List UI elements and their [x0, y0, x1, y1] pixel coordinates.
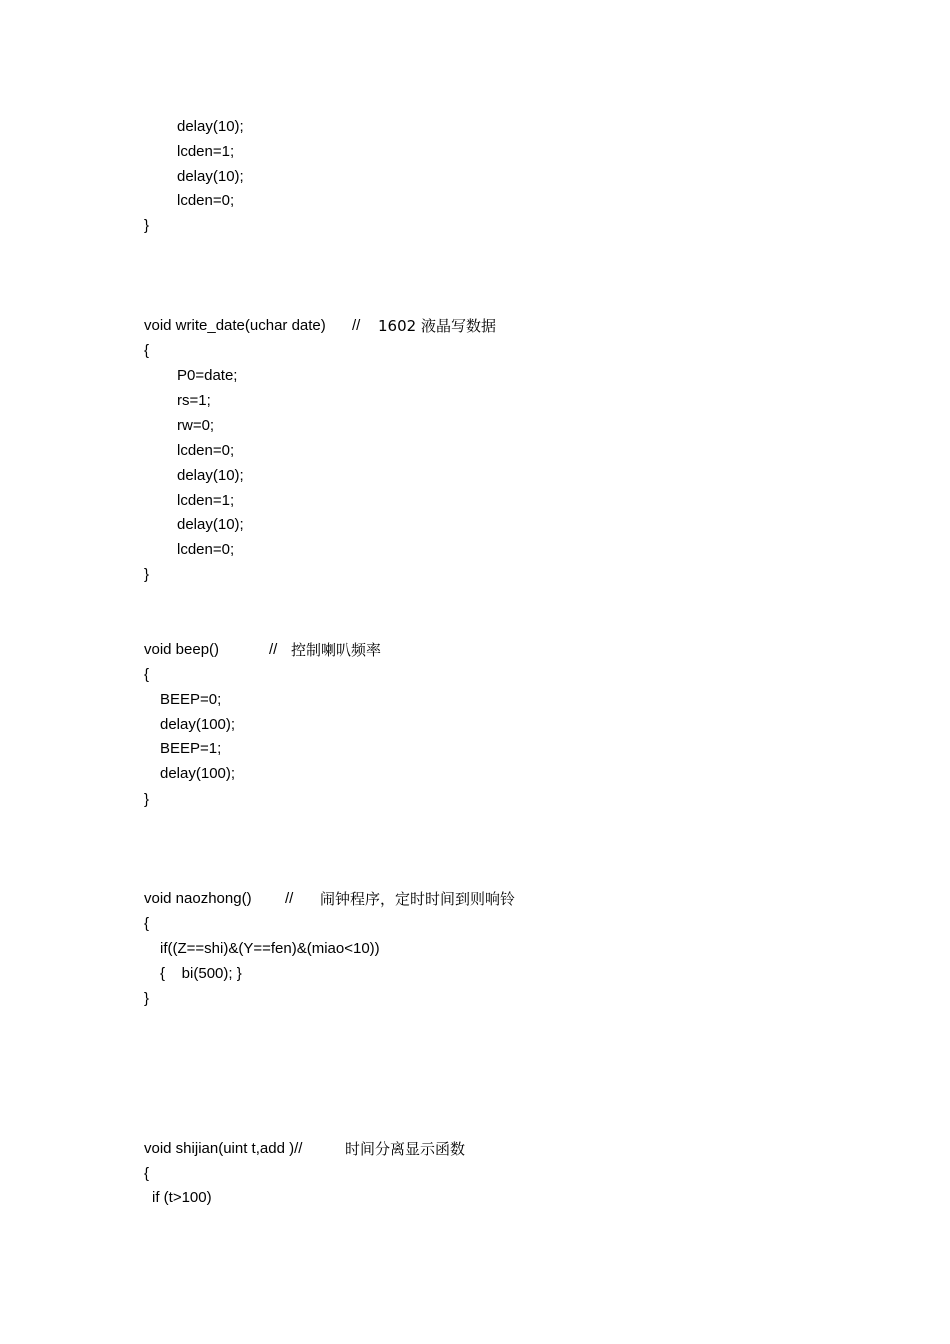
code-line: { bi(500); }	[160, 965, 242, 982]
code-comment: 1602 液晶写数据	[378, 317, 496, 335]
code-line: }	[144, 566, 150, 583]
code-line: lcden=0;	[177, 541, 235, 558]
code-comment: 时间分离显示函数	[345, 1140, 466, 1158]
code-line: delay(100);	[160, 716, 236, 733]
comment-slashes: //	[352, 317, 361, 334]
code-line: delay(10);	[177, 516, 244, 533]
code-line: delay(10);	[177, 168, 244, 185]
code-line: delay(10);	[177, 118, 244, 135]
code-comment: 闹钟程序，定时时间到则响铃	[320, 890, 516, 908]
code-line: {	[144, 342, 150, 359]
code-line: {	[144, 666, 150, 683]
code-line: lcden=1;	[177, 143, 235, 160]
code-line: lcden=1;	[177, 492, 235, 509]
code-line: P0=date;	[177, 367, 238, 384]
code-line: {	[144, 915, 150, 932]
comment-slashes: //	[285, 890, 294, 907]
function-signature: void write_date(uchar date)	[144, 317, 326, 334]
code-line: lcden=0;	[177, 442, 235, 459]
code-comment: 控制喇叭频率	[291, 641, 382, 659]
code-line: }	[144, 990, 150, 1007]
function-signature: void shijian(uint t,add )//	[144, 1140, 303, 1157]
code-line: }	[144, 791, 150, 808]
function-signature: void beep()	[144, 641, 220, 658]
code-line: if((Z==shi)&(Y==fen)&(miao<10))	[160, 940, 380, 957]
code-line: {	[144, 1165, 150, 1182]
code-line: if (t>100)	[152, 1189, 212, 1206]
code-line: rw=0;	[177, 417, 215, 434]
code-line: lcden=0;	[177, 192, 235, 209]
comment-slashes: //	[269, 641, 278, 658]
code-line: rs=1;	[177, 392, 211, 409]
code-line: delay(100);	[160, 765, 236, 782]
function-signature: void naozhong()	[144, 890, 252, 907]
code-line: }	[144, 217, 150, 234]
code-line: BEEP=0;	[160, 691, 222, 708]
code-line: delay(10);	[177, 467, 244, 484]
code-line: BEEP=1;	[160, 740, 222, 757]
